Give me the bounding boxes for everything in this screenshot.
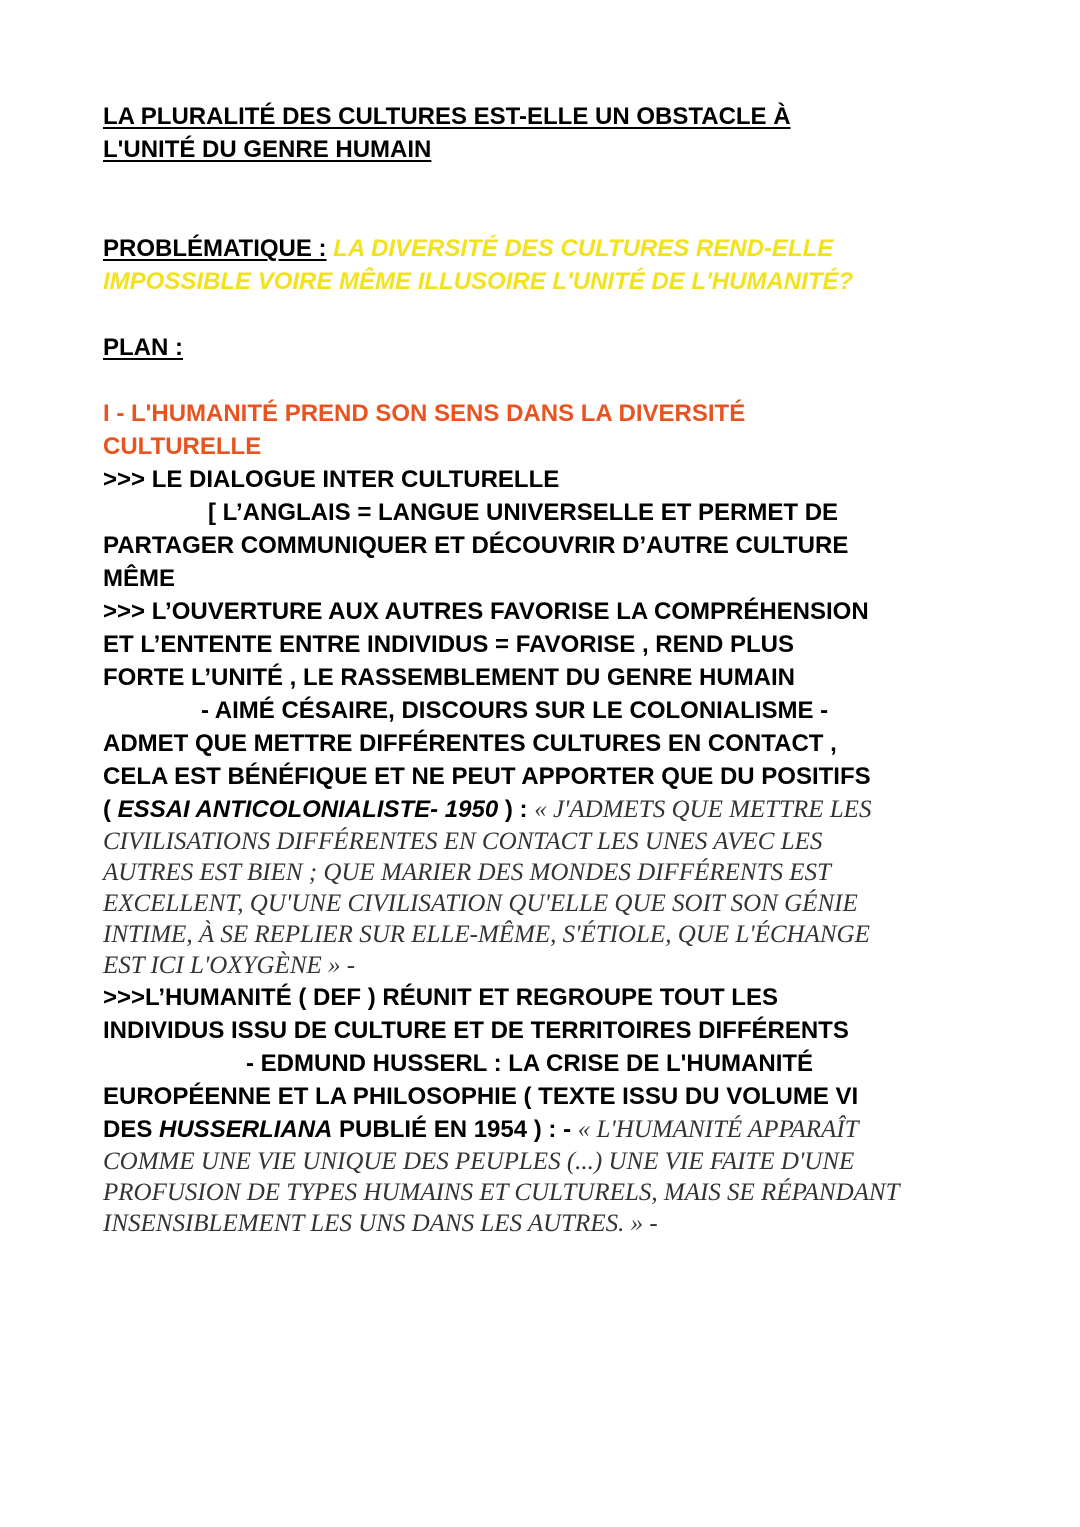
point-dialogue-sub-3: MÊME [103, 565, 175, 592]
cesaire-admet-2: CELA EST BÉNÉFIQUE ET NE PEUT APPORTER QUE DU POSITIFS [103, 763, 871, 790]
author-cesaire: - AIMÉ CÉSAIRE, DISCOURS SUR LE COLONIALISME - [201, 697, 829, 724]
husserl-quote-2: COMME UNE VIE UNIQUE DES PEUPLES (...) UNE VIE FAITE D'UNE [103, 1148, 855, 1175]
cesaire-quote-4: EXCELLENT, QU'UNE CIVILISATION QU'ELLE QUE SOIT SON GÉNIE [103, 890, 858, 917]
point-ouverture-3: FORTE L’UNITÉ , LE RASSEMBLEMENT DU GENRE HUMAIN [103, 664, 796, 691]
document-title: LA PLURALITÉ DES CULTURES EST-ELLE UN OBSTACLE À L'UNITÉ DU GENRE HUMAIN [103, 103, 791, 163]
point-dialogue-sub-1: [ L’ANGLAIS = LANGUE UNIVERSELLE ET PERMET DE [208, 499, 839, 526]
point-dialogue: >>> LE DIALOGUE INTER CULTURELLE [103, 466, 560, 493]
plan-label: PLAN : [103, 334, 183, 361]
problematique-text-2: IMPOSSIBLE VOIRE MÊME ILLUSOIRE L'UNITÉ DE L'HUMANITÉ? [103, 268, 854, 295]
author-husserl: - EDMUND HUSSERL : LA CRISE DE L'HUMANITÉ [246, 1050, 814, 1077]
problematique [103, 232, 983, 298]
point-ouverture-1: >>> L’OUVERTURE AUX AUTRES FAVORISE LA COMPRÉHENSION [103, 598, 869, 625]
point-dialogue-sub-2: PARTAGER COMMUNIQUER ET DÉCOUVRIR D’AUTRE CULTURE [103, 532, 849, 559]
cesaire-quote-5: INTIME, À SE REPLIER SUR ELLE-MÊME, S'ÉTIOLE, QUE L'ÉCHANGE [103, 921, 870, 948]
cesaire-quote-2: CIVILISATIONS DIFFÉRENTES EN CONTACT LES UNES AVEC LES [103, 828, 823, 855]
husserl-reference: DES HUSSERLIANA PUBLIÉ EN 1954 ) : - « L'HUMANITÉ APPARAÎT [103, 1116, 859, 1143]
cesaire-quote-1: « J'ADMETS QUE METTRE LES [534, 796, 872, 823]
cesaire-quote-6: EST ICI L'OXYGÈNE » - [103, 952, 356, 979]
cesaire-reference: ( ESSAI ANTICOLONIALISTE- 1950 ) : « J'ADMETS QUE METTRE LES [103, 796, 872, 823]
husserl-line-4: EUROPÉENNE ET LA PHILOSOPHIE ( TEXTE ISSU DU VOLUME VI [103, 1083, 859, 1110]
point-humanite-1: >>>L’HUMANITÉ ( DEF ) RÉUNIT ET REGROUPE TOUT LES [103, 984, 778, 1011]
husserl-quote-4: INSENSIBLEMENT LES UNS DANS LES AUTRES. » - [103, 1210, 658, 1237]
husserl-quote-3: PROFUSION DE TYPES HUMAINS ET CULTURELS, MAIS SE RÉPANDANT [103, 1179, 900, 1206]
point-ouverture-2: ET L’ENTENTE ENTRE INDIVIDUS = FAVORISE , REND PLUS [103, 631, 794, 658]
point-humanite-2: INDIVIDUS ISSU DE CULTURE ET DE TERRITOIRES DIFFÉRENTS [103, 1017, 849, 1044]
document-body [103, 100, 983, 1239]
cesaire-quote-3: AUTRES EST BIEN ; QUE MARIER DES MONDES DIFFÉRENTS EST [103, 859, 831, 886]
problematique-text-1: LA DIVERSITÉ DES CULTURES REND-ELLE [333, 235, 834, 262]
section-1-heading: I - L'HUMANITÉ PREND SON SENS DANS LA DIVERSITÉ CULTURELLE [103, 400, 746, 460]
cesaire-admet-1: ADMET QUE METTRE DIFFÉRENTES CULTURES EN CONTACT , [103, 730, 837, 757]
problematique-label: PROBLÉMATIQUE : [103, 235, 327, 262]
husserl-quote-1: « L'HUMANITÉ APPARAÎT [577, 1116, 859, 1143]
